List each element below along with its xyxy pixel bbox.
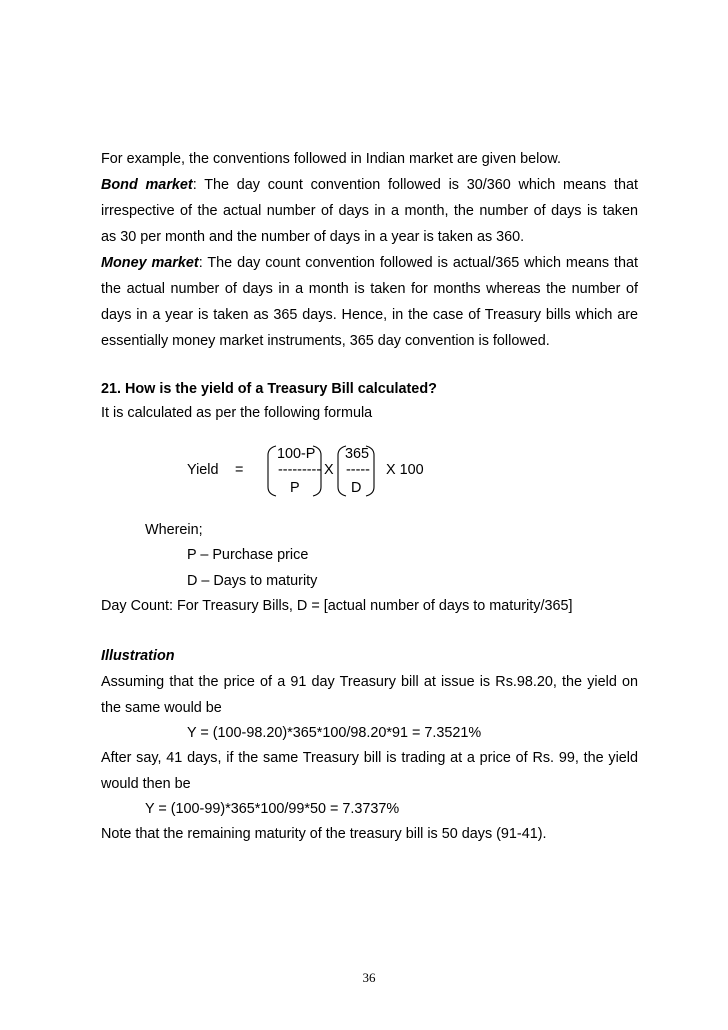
formula-denominator-2: D	[351, 480, 362, 496]
formula-divider-2: -----	[346, 462, 370, 478]
question-21-heading: 21. How is the yield of a Treasury Bill calculated?	[101, 381, 437, 397]
right-paren-2	[364, 445, 376, 497]
formula-numerator-2: 365	[345, 446, 370, 462]
formula-numerator-1: 100-P	[277, 446, 316, 462]
day-count-note: Day Count: For Treasury Bills, D = [actual number of days to maturity/365]	[101, 598, 573, 614]
bond-market-text-1: : The day count convention followed is 30/360 which means that	[192, 177, 638, 193]
intro-paragraph: For example, the conventions followed in Indian market are given below.	[101, 151, 561, 167]
right-paren-1	[311, 445, 323, 497]
calculation-1: Y = (100-98.20)*365*100/98.20*91 = 7.3521%	[187, 725, 482, 741]
left-paren-2	[336, 445, 348, 497]
page-number: 36	[362, 970, 376, 985]
illustration-line-1: Assuming that the price of a 91 day Treasury bill at issue is Rs.98.20, the yield on	[101, 674, 638, 690]
formula-equals: =	[235, 462, 244, 478]
formula-denominator-1: P	[290, 480, 300, 496]
illustration-heading: Illustration	[101, 648, 175, 664]
money-market-line-3: days in a year is taken as 365 days. Hence, in the case of Treasury bills which are	[101, 307, 638, 323]
bond-market-label: Bond market	[101, 177, 193, 193]
illustration-line-2: the same would be	[101, 700, 222, 716]
calculation-2: Y = (100-99)*365*100/99*50 = 7.3737%	[145, 801, 400, 817]
money-market-line-4: essentially money market instruments, 365 day convention is followed.	[101, 333, 550, 349]
money-market-line-2: the actual number of days in a month is taken for months whereas the number of	[101, 281, 638, 297]
money-market-label: Money market	[101, 255, 199, 271]
formula-times-1: X	[324, 462, 334, 478]
money-market-line-1	[101, 254, 638, 272]
p-definition: P – Purchase price	[187, 547, 309, 563]
bond-market-line-3: as 30 per month and the number of days in a year is taken as 360.	[101, 229, 525, 245]
money-market-text-1: : The day count convention followed is actual/365 which means that	[198, 255, 638, 271]
question-21-intro: It is calculated as per the following formula	[101, 405, 373, 421]
bond-market-line-2: irrespective of the actual number of days in a month, the number of days is taken	[101, 203, 638, 219]
bond-market-line-1	[101, 176, 638, 194]
formula-times-100: X 100	[386, 462, 424, 478]
wherein-label: Wherein;	[145, 522, 203, 538]
d-definition: D – Days to maturity	[187, 573, 318, 589]
illustration-line-4: would then be	[101, 776, 191, 792]
left-paren-1	[266, 445, 278, 497]
illustration-line-3: After say, 41 days, if the same Treasury bill is trading at a price of Rs. 99, the yield	[101, 750, 638, 766]
formula-divider-1: ---------	[278, 462, 322, 478]
remaining-maturity-note: Note that the remaining maturity of the treasury bill is 50 days (91-41).	[101, 826, 547, 842]
formula-yield-label: Yield	[187, 462, 219, 478]
